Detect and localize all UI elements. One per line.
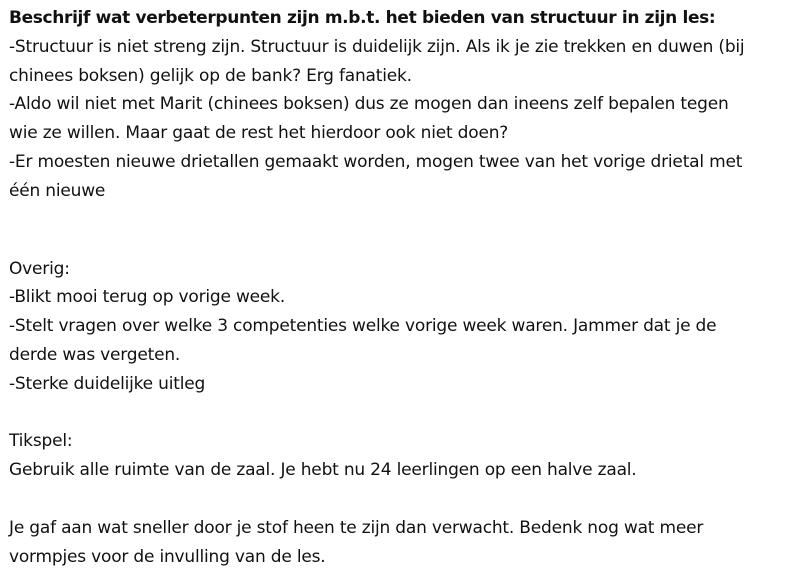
paragraph-line: chinees boksen) gelijk op de bank? Erg fanatiek. (9, 65, 412, 86)
paragraph-line: derde was vergeten. (9, 344, 181, 365)
paragraph-line: -Aldo wil niet met Marit (chinees boksen) dus ze mogen dan ineens zelf bepalen tegen (9, 94, 729, 115)
paragraph-line: -Sterke duidelijke uitleg (9, 373, 206, 394)
paragraph-line: wie ze willen. Maar gaat de rest het hierdoor ook niet doen? (9, 123, 509, 144)
blank-space (9, 399, 794, 428)
paragraph-line: vormpjes voor de invulling van de les. (9, 546, 326, 567)
overig-title: Overig: (9, 258, 70, 279)
paragraph-line: -Structuur is niet streng zijn. Structuur is duidelijk zijn. Als ik je zie trekken en duwen (bij (9, 36, 745, 57)
paragraph-line: Je gaf aan wat sneller door je stof heen te zijn dan verwacht. Bedenk nog wat meer (9, 517, 704, 538)
tikspel-title: Tikspel: (9, 431, 73, 452)
section-heading: Beschrijf wat verbeterpunten zijn m.b.t. het bieden van structuur in zijn les: (9, 8, 716, 28)
paragraph-line: -Er moesten nieuwe drietallen gemaakt worden, mogen twee van het vorige drietal met (9, 151, 743, 172)
document-body (9, 4, 794, 571)
blank-space (9, 206, 794, 255)
paragraph-line: één nieuwe (9, 180, 106, 201)
paragraph-line: -Blikt mooi terug op vorige week. (9, 287, 286, 308)
paragraph-line: -Stelt vragen over welke 3 competenties welke vorige week waren. Jammer dat je de (9, 316, 717, 337)
blank-space (9, 485, 794, 514)
paragraph-line: Gebruik alle ruimte van de zaal. Je hebt nu 24 leerlingen op een halve zaal. (9, 460, 637, 481)
